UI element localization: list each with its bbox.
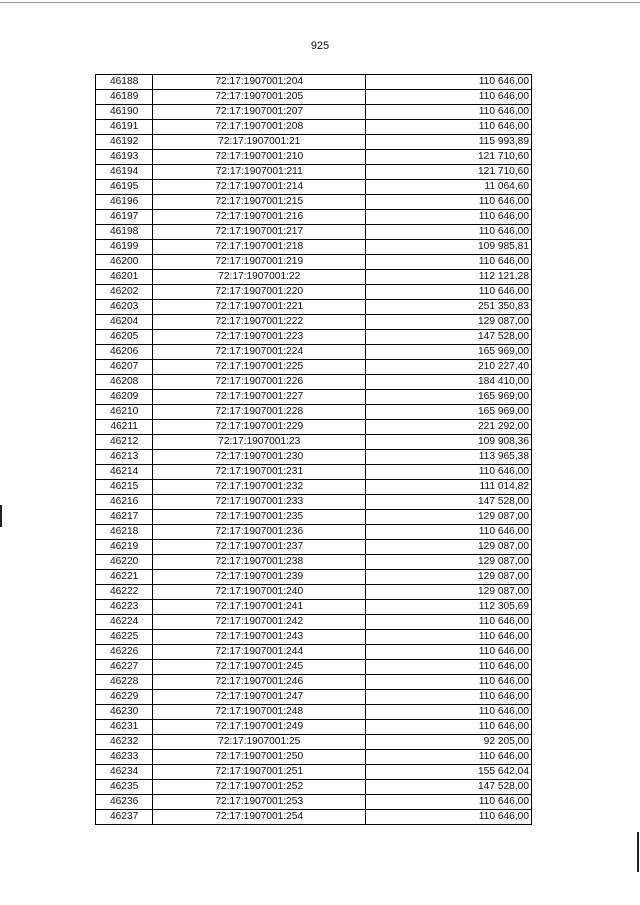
row-number-cell: 46191 bbox=[96, 120, 153, 135]
value-cell: 110 646,00 bbox=[366, 750, 532, 765]
table-row bbox=[96, 615, 532, 630]
table-row bbox=[96, 510, 532, 525]
cadastral-number-cell: 72:17:1907001:205 bbox=[153, 90, 366, 105]
row-number-cell: 46190 bbox=[96, 105, 153, 120]
cadastral-number-cell: 72:17:1907001:251 bbox=[153, 765, 366, 780]
table-row bbox=[96, 735, 532, 750]
cadastral-number-cell: 72:17:1907001:204 bbox=[153, 75, 366, 90]
value-cell: 110 646,00 bbox=[366, 615, 532, 630]
value-cell: 110 646,00 bbox=[366, 225, 532, 240]
value-cell: 110 646,00 bbox=[366, 660, 532, 675]
value-cell: 110 646,00 bbox=[366, 630, 532, 645]
row-number-cell: 46233 bbox=[96, 750, 153, 765]
value-cell: 112 121,28 bbox=[366, 270, 532, 285]
table-row bbox=[96, 660, 532, 675]
cadastral-number-cell: 72:17:1907001:238 bbox=[153, 555, 366, 570]
cadastral-number-cell: 72:17:1907001:249 bbox=[153, 720, 366, 735]
value-cell: 110 646,00 bbox=[366, 690, 532, 705]
table-row bbox=[96, 570, 532, 585]
row-number-cell: 46197 bbox=[96, 210, 153, 225]
value-cell: 113 965,38 bbox=[366, 450, 532, 465]
cadastral-number-cell: 72:17:1907001:244 bbox=[153, 645, 366, 660]
row-number-cell: 46227 bbox=[96, 660, 153, 675]
value-cell: 129 087,00 bbox=[366, 540, 532, 555]
value-cell: 110 646,00 bbox=[366, 705, 532, 720]
row-number-cell: 46195 bbox=[96, 180, 153, 195]
cadastral-number-cell: 72:17:1907001:211 bbox=[153, 165, 366, 180]
value-cell: 221 292,00 bbox=[366, 420, 532, 435]
table-row bbox=[96, 450, 532, 465]
row-number-cell: 46208 bbox=[96, 375, 153, 390]
row-number-cell: 46188 bbox=[96, 75, 153, 90]
value-cell: 129 087,00 bbox=[366, 510, 532, 525]
cadastral-number-cell: 72:17:1907001:222 bbox=[153, 315, 366, 330]
table-row bbox=[96, 300, 532, 315]
row-number-cell: 46199 bbox=[96, 240, 153, 255]
row-number-cell: 46229 bbox=[96, 690, 153, 705]
left-margin-mark bbox=[0, 505, 2, 527]
row-number-cell: 46223 bbox=[96, 600, 153, 615]
table-row bbox=[96, 645, 532, 660]
top-rule bbox=[0, 2, 640, 3]
table-row bbox=[96, 135, 532, 150]
cadastral-number-cell: 72:17:1907001:230 bbox=[153, 450, 366, 465]
row-number-cell: 46211 bbox=[96, 420, 153, 435]
table-row bbox=[96, 780, 532, 795]
value-cell: 110 646,00 bbox=[366, 525, 532, 540]
cadastral-number-cell: 72:17:1907001:243 bbox=[153, 630, 366, 645]
cadastral-number-cell: 72:17:1907001:231 bbox=[153, 465, 366, 480]
table-row bbox=[96, 195, 532, 210]
value-cell: 110 646,00 bbox=[366, 90, 532, 105]
table-row bbox=[96, 330, 532, 345]
right-margin-mark bbox=[637, 832, 639, 872]
value-cell: 110 646,00 bbox=[366, 720, 532, 735]
page-number: 925 bbox=[310, 40, 330, 52]
cadastral-number-cell: 72:17:1907001:220 bbox=[153, 285, 366, 300]
value-cell: 121 710,60 bbox=[366, 165, 532, 180]
table-row bbox=[96, 555, 532, 570]
value-cell: 110 646,00 bbox=[366, 210, 532, 225]
table-row bbox=[96, 225, 532, 240]
cadastral-number-cell: 72:17:1907001:254 bbox=[153, 810, 366, 825]
row-number-cell: 46210 bbox=[96, 405, 153, 420]
row-number-cell: 46230 bbox=[96, 705, 153, 720]
cadastral-number-cell: 72:17:1907001:240 bbox=[153, 585, 366, 600]
value-cell: 112 305,69 bbox=[366, 600, 532, 615]
value-cell: 110 646,00 bbox=[366, 465, 532, 480]
table-row bbox=[96, 405, 532, 420]
cadastral-number-cell: 72:17:1907001:218 bbox=[153, 240, 366, 255]
table-row bbox=[96, 750, 532, 765]
registry-table-body bbox=[96, 75, 532, 825]
cadastral-number-cell: 72:17:1907001:208 bbox=[153, 120, 366, 135]
table-row bbox=[96, 720, 532, 735]
table-row bbox=[96, 795, 532, 810]
value-cell: 184 410,00 bbox=[366, 375, 532, 390]
cadastral-number-cell: 72:17:1907001:248 bbox=[153, 705, 366, 720]
value-cell: 109 985,81 bbox=[366, 240, 532, 255]
row-number-cell: 46228 bbox=[96, 675, 153, 690]
cadastral-number-cell: 72:17:1907001:247 bbox=[153, 690, 366, 705]
row-number-cell: 46203 bbox=[96, 300, 153, 315]
table-row bbox=[96, 630, 532, 645]
cadastral-number-cell: 72:17:1907001:207 bbox=[153, 105, 366, 120]
value-cell: 129 087,00 bbox=[366, 570, 532, 585]
cadastral-number-cell: 72:17:1907001:210 bbox=[153, 150, 366, 165]
cadastral-number-cell: 72:17:1907001:250 bbox=[153, 750, 366, 765]
row-number-cell: 46237 bbox=[96, 810, 153, 825]
table-row bbox=[96, 285, 532, 300]
table-row bbox=[96, 810, 532, 825]
value-cell: 165 969,00 bbox=[366, 405, 532, 420]
row-number-cell: 46189 bbox=[96, 90, 153, 105]
row-number-cell: 46207 bbox=[96, 360, 153, 375]
row-number-cell: 46205 bbox=[96, 330, 153, 345]
table-row bbox=[96, 255, 532, 270]
table-row bbox=[96, 165, 532, 180]
cadastral-number-cell: 72:17:1907001:229 bbox=[153, 420, 366, 435]
table-row bbox=[96, 600, 532, 615]
table-row bbox=[96, 495, 532, 510]
cadastral-number-cell: 72:17:1907001:239 bbox=[153, 570, 366, 585]
value-cell: 110 646,00 bbox=[366, 810, 532, 825]
value-cell: 210 227,40 bbox=[366, 360, 532, 375]
cadastral-number-cell: 72:17:1907001:228 bbox=[153, 405, 366, 420]
table-row bbox=[96, 345, 532, 360]
value-cell: 147 528,00 bbox=[366, 330, 532, 345]
row-number-cell: 46196 bbox=[96, 195, 153, 210]
row-number-cell: 46215 bbox=[96, 480, 153, 495]
table-row bbox=[96, 585, 532, 600]
value-cell: 129 087,00 bbox=[366, 585, 532, 600]
table-row bbox=[96, 180, 532, 195]
row-number-cell: 46222 bbox=[96, 585, 153, 600]
cadastral-number-cell: 72:17:1907001:224 bbox=[153, 345, 366, 360]
row-number-cell: 46236 bbox=[96, 795, 153, 810]
cadastral-number-cell: 72:17:1907001:245 bbox=[153, 660, 366, 675]
cadastral-number-cell: 72:17:1907001:242 bbox=[153, 615, 366, 630]
table-row bbox=[96, 375, 532, 390]
table-row bbox=[96, 675, 532, 690]
row-number-cell: 46225 bbox=[96, 630, 153, 645]
table-row bbox=[96, 315, 532, 330]
cadastral-number-cell: 72:17:1907001:227 bbox=[153, 390, 366, 405]
value-cell: 92 205,00 bbox=[366, 735, 532, 750]
table-row bbox=[96, 150, 532, 165]
cadastral-number-cell: 72:17:1907001:253 bbox=[153, 795, 366, 810]
value-cell: 110 646,00 bbox=[366, 75, 532, 90]
row-number-cell: 46220 bbox=[96, 555, 153, 570]
cadastral-number-cell: 72:17:1907001:235 bbox=[153, 510, 366, 525]
cadastral-number-cell: 72:17:1907001:217 bbox=[153, 225, 366, 240]
value-cell: 110 646,00 bbox=[366, 675, 532, 690]
cadastral-number-cell: 72:17:1907001:232 bbox=[153, 480, 366, 495]
value-cell: 165 969,00 bbox=[366, 345, 532, 360]
table-row bbox=[96, 240, 532, 255]
table-row bbox=[96, 105, 532, 120]
value-cell: 110 646,00 bbox=[366, 255, 532, 270]
row-number-cell: 46224 bbox=[96, 615, 153, 630]
value-cell: 251 350,83 bbox=[366, 300, 532, 315]
row-number-cell: 46204 bbox=[96, 315, 153, 330]
cadastral-number-cell: 72:17:1907001:22 bbox=[153, 270, 366, 285]
row-number-cell: 46234 bbox=[96, 765, 153, 780]
value-cell: 115 993,89 bbox=[366, 135, 532, 150]
table-row bbox=[96, 525, 532, 540]
cadastral-number-cell: 72:17:1907001:219 bbox=[153, 255, 366, 270]
value-cell: 11 064,60 bbox=[366, 180, 532, 195]
cadastral-number-cell: 72:17:1907001:246 bbox=[153, 675, 366, 690]
row-number-cell: 46198 bbox=[96, 225, 153, 240]
cadastral-number-cell: 72:17:1907001:23 bbox=[153, 435, 366, 450]
cadastral-number-cell: 72:17:1907001:223 bbox=[153, 330, 366, 345]
row-number-cell: 46201 bbox=[96, 270, 153, 285]
table-row bbox=[96, 540, 532, 555]
row-number-cell: 46226 bbox=[96, 645, 153, 660]
cadastral-number-cell: 72:17:1907001:237 bbox=[153, 540, 366, 555]
table-row bbox=[96, 465, 532, 480]
value-cell: 147 528,00 bbox=[366, 780, 532, 795]
table-row bbox=[96, 270, 532, 285]
row-number-cell: 46235 bbox=[96, 780, 153, 795]
table-row bbox=[96, 435, 532, 450]
row-number-cell: 46221 bbox=[96, 570, 153, 585]
row-number-cell: 46217 bbox=[96, 510, 153, 525]
row-number-cell: 46213 bbox=[96, 450, 153, 465]
row-number-cell: 46232 bbox=[96, 735, 153, 750]
registry-table bbox=[95, 74, 532, 825]
value-cell: 111 014,82 bbox=[366, 480, 532, 495]
row-number-cell: 46219 bbox=[96, 540, 153, 555]
value-cell: 110 646,00 bbox=[366, 645, 532, 660]
value-cell: 109 908,36 bbox=[366, 435, 532, 450]
row-number-cell: 46212 bbox=[96, 435, 153, 450]
value-cell: 155 642,04 bbox=[366, 765, 532, 780]
row-number-cell: 46216 bbox=[96, 495, 153, 510]
row-number-cell: 46218 bbox=[96, 525, 153, 540]
cadastral-number-cell: 72:17:1907001:225 bbox=[153, 360, 366, 375]
value-cell: 110 646,00 bbox=[366, 285, 532, 300]
value-cell: 129 087,00 bbox=[366, 315, 532, 330]
value-cell: 110 646,00 bbox=[366, 105, 532, 120]
cadastral-number-cell: 72:17:1907001:21 bbox=[153, 135, 366, 150]
table-row bbox=[96, 120, 532, 135]
cadastral-number-cell: 72:17:1907001:252 bbox=[153, 780, 366, 795]
cadastral-number-cell: 72:17:1907001:216 bbox=[153, 210, 366, 225]
table-row bbox=[96, 90, 532, 105]
row-number-cell: 46206 bbox=[96, 345, 153, 360]
value-cell: 129 087,00 bbox=[366, 555, 532, 570]
value-cell: 147 528,00 bbox=[366, 495, 532, 510]
row-number-cell: 46193 bbox=[96, 150, 153, 165]
row-number-cell: 46192 bbox=[96, 135, 153, 150]
table-row bbox=[96, 75, 532, 90]
cadastral-number-cell: 72:17:1907001:233 bbox=[153, 495, 366, 510]
table-row bbox=[96, 420, 532, 435]
row-number-cell: 46214 bbox=[96, 465, 153, 480]
table-row bbox=[96, 210, 532, 225]
cadastral-number-cell: 72:17:1907001:214 bbox=[153, 180, 366, 195]
cadastral-number-cell: 72:17:1907001:241 bbox=[153, 600, 366, 615]
row-number-cell: 46194 bbox=[96, 165, 153, 180]
cadastral-number-cell: 72:17:1907001:215 bbox=[153, 195, 366, 210]
cadastral-number-cell: 72:17:1907001:25 bbox=[153, 735, 366, 750]
cadastral-number-cell: 72:17:1907001:226 bbox=[153, 375, 366, 390]
table-row bbox=[96, 390, 532, 405]
row-number-cell: 46200 bbox=[96, 255, 153, 270]
row-number-cell: 46231 bbox=[96, 720, 153, 735]
table-row bbox=[96, 690, 532, 705]
table-row bbox=[96, 765, 532, 780]
row-number-cell: 46202 bbox=[96, 285, 153, 300]
table-row bbox=[96, 705, 532, 720]
value-cell: 110 646,00 bbox=[366, 195, 532, 210]
value-cell: 110 646,00 bbox=[366, 120, 532, 135]
table-row bbox=[96, 360, 532, 375]
value-cell: 110 646,00 bbox=[366, 795, 532, 810]
row-number-cell: 46209 bbox=[96, 390, 153, 405]
value-cell: 121 710,60 bbox=[366, 150, 532, 165]
cadastral-number-cell: 72:17:1907001:236 bbox=[153, 525, 366, 540]
value-cell: 165 969,00 bbox=[366, 390, 532, 405]
table-row bbox=[96, 480, 532, 495]
cadastral-number-cell: 72:17:1907001:221 bbox=[153, 300, 366, 315]
